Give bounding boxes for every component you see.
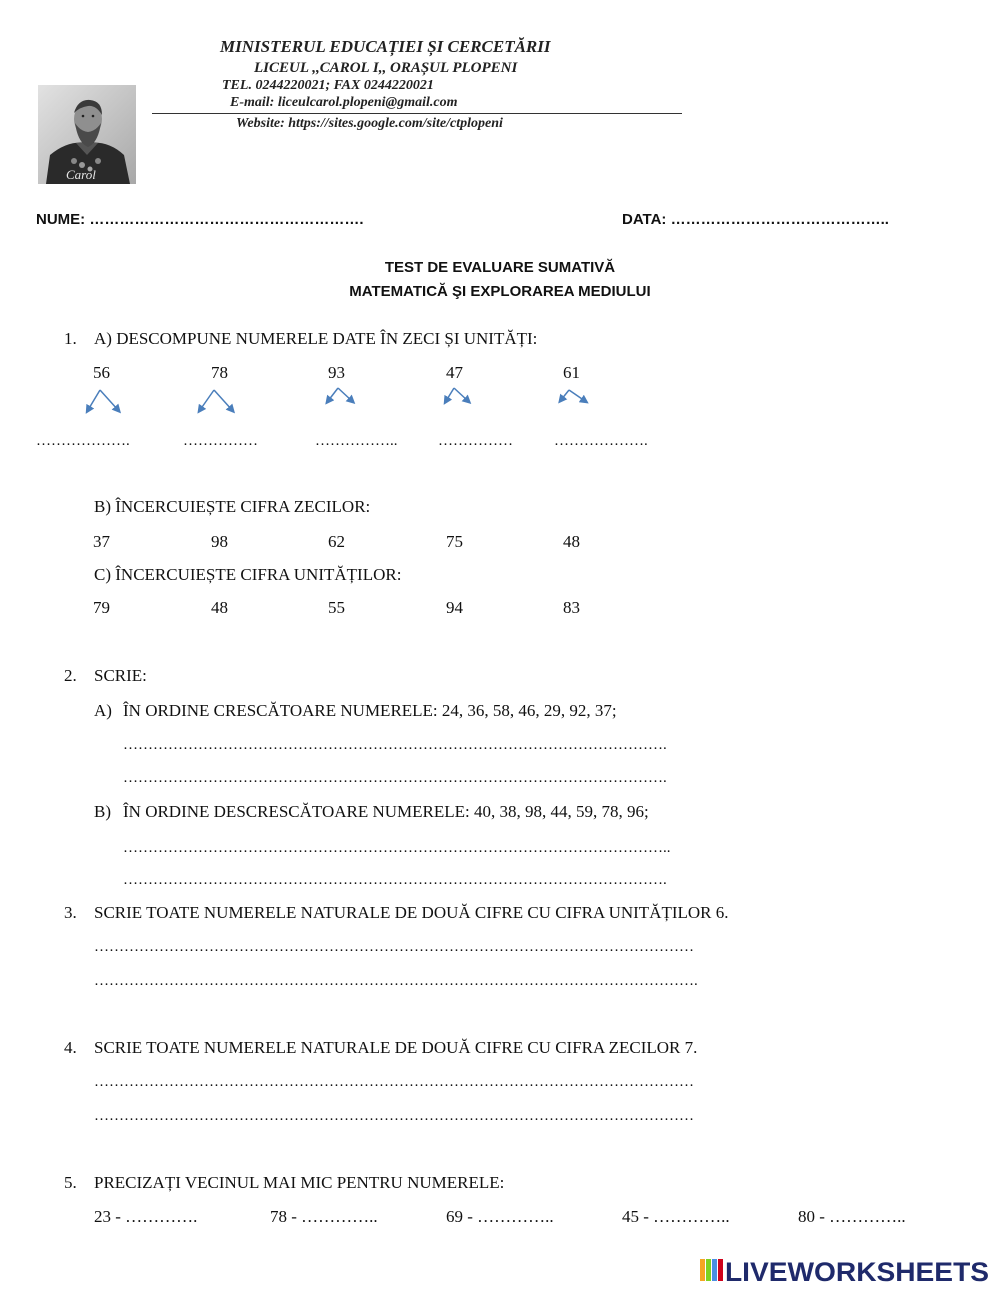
q1-number: 1. [64,329,77,348]
q1-c-number[interactable]: 48 [211,598,228,617]
q1-b-number[interactable]: 62 [328,532,345,551]
q2-a-label: A) [94,701,112,720]
q2-b-answer-line[interactable]: ……………………………………………………………………………………………….. [123,840,671,856]
q5-item[interactable]: 78 - ………….. [270,1207,378,1226]
q1-c-number[interactable]: 94 [446,598,463,617]
header-rule [152,113,682,114]
q1-b-number[interactable]: 37 [93,532,110,551]
q1-b-text: B) ÎNCERCUIEȘTE CIFRA ZECILOR: [94,497,371,516]
q4-answer-line[interactable]: ………………………………………………………………………………………………………… [94,1074,694,1090]
split-arrow-icon [438,383,478,409]
ministry-title: MINISTERUL EDUCAȚIEI ȘI CERCETĂRII [220,37,551,56]
q4-number: 4. [64,1038,77,1057]
q3-answer-line[interactable]: ………………………………………………………………………………………………………… [94,939,694,955]
portrait-image [38,85,136,184]
q2-a-answer-line[interactable]: ………………………………………………………………………………………………. [123,770,667,786]
school-name: LICEUL ,,CAROL I,, ORAȘUL PLOPENI [254,60,518,76]
liveworksheets-logo[interactable] [700,1255,990,1285]
q2-number: 2. [64,666,77,685]
q5-item[interactable]: 45 - ………….. [622,1207,730,1226]
split-arrow-icon [320,383,360,409]
q2-b-label: B) [94,802,111,821]
school-phone: TEL. 0244220021; FAX 0244220021 [222,78,434,93]
q2-a-text: ÎN ORDINE CRESCĂTOARE NUMERELE: 24, 36, 58, 46, 29, 92, 37; [123,701,617,720]
q1-a-text: A) DESCOMPUNE NUMERELE DATE ÎN ZECI ȘI UNITĂȚI: [94,329,538,348]
q1-a-number: 56 [93,363,110,382]
q4-text: SCRIE TOATE NUMERELE NATURALE DE DOUĂ CIFRE CU CIFRA ZECILOR 7. [94,1038,698,1057]
q1-a-blank[interactable]: …………….. [315,433,398,449]
signature: Carol [66,167,96,182]
q1-a-blank[interactable]: ………………. [36,433,130,449]
q2-title: SCRIE: [94,666,147,685]
split-arrow-icon [80,385,130,417]
q4-answer-line[interactable]: ………………………………………………………………………………………………………… [94,1108,694,1124]
school-website: Website: https://sites.google.com/site/ctplopeni [236,116,503,131]
q1-c-number[interactable]: 55 [328,598,345,617]
split-arrow-icon [555,385,595,409]
q1-a-number: 47 [446,363,463,382]
q1-a-number: 93 [328,363,345,382]
q2-b-text: ÎN ORDINE DESCRESCĂTOARE NUMERELE: 40, 38, 98, 44, 59, 78, 96; [123,802,649,821]
q1-b-number[interactable]: 75 [446,532,463,551]
q3-answer-line[interactable]: …………………………………………………………………………………………………………. [94,973,698,989]
q1-a-number: 78 [211,363,228,382]
name-field[interactable]: NUME: ………………………………………………. [36,211,364,228]
q2-a-answer-line[interactable]: ………………………………………………………………………………………………. [123,737,667,753]
q1-c-number[interactable]: 83 [563,598,580,617]
split-arrow-icon [192,385,242,417]
q5-number: 5. [64,1173,77,1192]
q2-b-answer-line[interactable]: ………………………………………………………………………………………………. [123,872,667,888]
q3-text: SCRIE TOATE NUMERELE NATURALE DE DOUĂ CIFRE CU CIFRA UNITĂȚILOR 6. [94,903,729,922]
brand-name: LIVEWORKSHEETS [725,1257,989,1285]
q1-a-number: 61 [563,363,580,382]
test-title: TEST DE EVALUARE SUMATIVĂ [384,259,616,276]
date-field[interactable]: DATA: …………………………………….. [622,211,889,228]
school-email: E-mail: liceulcarol.plopeni@gmail.com [230,95,458,110]
q5-item[interactable]: 23 - …………. [94,1207,198,1226]
q3-number: 3. [64,903,77,922]
q1-c-number[interactable]: 79 [93,598,110,617]
q1-a-blank[interactable]: …………… [438,433,513,449]
q1-c-text: C) ÎNCERCUIEȘTE CIFRA UNITĂȚILOR: [94,565,402,584]
q1-b-number[interactable]: 48 [563,532,580,551]
q1-a-blank[interactable]: …………… [183,433,258,449]
q5-item[interactable]: 69 - ………….. [446,1207,554,1226]
test-subtitle: MATEMATICĂ ŞI EXPLORAREA MEDIULUI [349,283,651,300]
q5-text: PRECIZAȚI VECINUL MAI MIC PENTRU NUMERELE: [94,1173,505,1192]
q5-item[interactable]: 80 - ………….. [798,1207,906,1226]
q1-a-blank[interactable]: ………………. [554,433,648,449]
q1-b-number[interactable]: 98 [211,532,228,551]
